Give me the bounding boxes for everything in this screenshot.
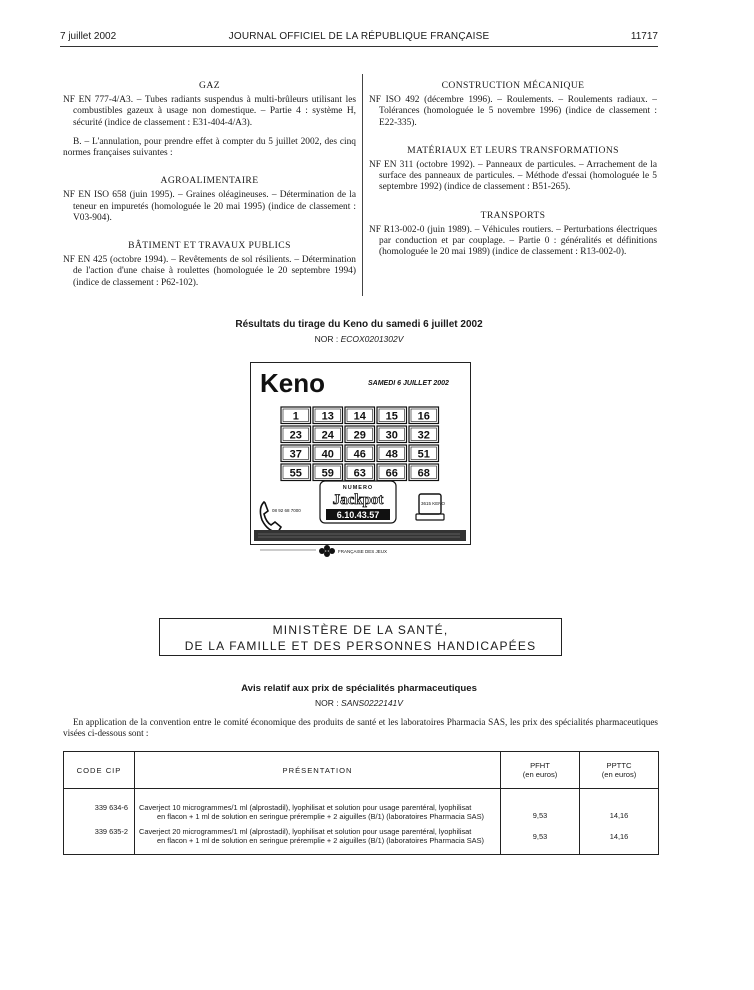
column-divider [362, 74, 363, 296]
row-ppttc: 14,16 [580, 824, 659, 854]
keno-number: 59 [321, 467, 334, 480]
header-page-number: 11717 [630, 31, 658, 42]
keno-number-cell [281, 407, 311, 424]
keno-number: 51 [417, 448, 430, 461]
table-row [64, 789, 659, 824]
keno-number: 23 [289, 429, 302, 442]
gaz-entry: NF EN 777-4/A3. – Tubes radiants suspendus à multi-brûleurs utilisant les combustibles gazeux à usage non domestique. – Partie 4 : système H, sécurité (indice de classement : E31-404-4/A3). [63, 95, 356, 128]
keno-number-cell [377, 464, 407, 481]
keno-nor [60, 334, 658, 344]
page-header [60, 31, 658, 45]
keno-number-cell [281, 464, 311, 481]
row-pfht: 9,53 [501, 789, 580, 824]
mat-heading: MATÉRIAUX ET LEURS TRANSFORMATIONS [407, 144, 619, 156]
mat-entry: NF EN 311 (octobre 1992). – Panneaux de particules. – Arrachement de la surface des panneaux de particules. – Méthode d'essai (homologuée le 5 septembre 1992) (indice de classement : B51-265). [369, 160, 657, 193]
header-code-cip: CODE CIP [64, 752, 135, 789]
keno-ticket-date: SAMEDI 6 JUILLET 2002 [368, 380, 449, 387]
transports-entry: NF R13-002-0 (juin 1989). – Véhicules routiers. – Perturbations électriques par conduction et par couplage. – Partie 0 : généralités et définitions (homologuée le 20 mai 1989) (indice de classement : R13-002-0). [369, 224, 657, 258]
keno-number-cell [345, 407, 375, 424]
keno-number-cell [409, 407, 439, 424]
keno-number: 14 [353, 410, 366, 423]
keno-number-cell [377, 426, 407, 443]
header-pfht-label: PFHT [530, 761, 550, 770]
meca-entry: NF ISO 492 (décembre 1996). – Roulements. – Roulements radiaux. – Tolérances (homologuée le 5 novembre 1996) (indice de classement : E22-335). [369, 95, 657, 128]
keno-number: 40 [321, 448, 334, 461]
header-journal-title: JOURNAL OFFICIEL DE LA RÉPUBLIQUE FRANÇAISE [228, 31, 490, 42]
meca-heading: CONSTRUCTION MÉCANIQUE [441, 80, 585, 91]
keno-nor-code: ECOX0201302V [340, 334, 404, 344]
keno-logo: Keno [260, 368, 325, 398]
keno-number: 24 [321, 429, 334, 442]
avis-nor [60, 698, 658, 708]
keno-number-cell [281, 445, 311, 462]
keno-number-cell [313, 464, 343, 481]
keno-ticket [250, 362, 471, 560]
keno-number: 66 [385, 467, 398, 480]
row-pfht: 9,53 [501, 824, 580, 854]
transports-heading: TRANSPORTS [480, 209, 546, 221]
header-pfht-unit: (en euros) [522, 770, 558, 779]
keno-number: 16 [417, 410, 430, 423]
keno-number: 68 [417, 467, 430, 480]
agro-entry: NF EN ISO 658 (juin 1995). – Graines oléagineuses. – Détermination de la teneur en impuretés (homologuée le 20 mai 1995) (indice de classement : V03-904). [63, 190, 356, 223]
price-table [63, 751, 659, 855]
ministry-box [159, 618, 562, 656]
avis-title: Avis relatif aux prix de spécialités pharmaceutiques [241, 683, 477, 694]
row-presentation-line-1: Caverject 10 microgrammes/1 ml (alprostadil), lyophilisat et solution pour usage parentéral, lyophilisat [139, 803, 472, 812]
numero-label: NUMERO [342, 485, 374, 491]
keno-number-cell [377, 407, 407, 424]
keno-number: 15 [385, 410, 398, 423]
keno-number-cell [377, 445, 407, 462]
annulation-paragraph: B. – L'annulation, pour prendre effet à compter du 5 juillet 2002, des cinq normes françaises suivantes : [63, 136, 356, 159]
btp-entry: NF EN 425 (octobre 1994). – Revêtements de sol résilients. – Détermination de l'action d'une chaise à roulettes (homologuée le 20 septembre 1994) (indice de classement : P62-102). [63, 255, 356, 288]
row-presentation [135, 824, 501, 854]
row-code: 339 635-2 [64, 824, 135, 854]
right-column [369, 80, 657, 266]
ministry-line-2: DE LA FAMILLE ET DES PERSONNES HANDICAPÉES [184, 639, 537, 653]
header-date: 7 juillet 2002 [60, 31, 117, 42]
gaz-heading: GAZ [199, 80, 220, 91]
header-ppttc-label: PPTTC [606, 761, 632, 770]
clover-icon [319, 545, 335, 557]
keno-number: 55 [289, 467, 302, 480]
keno-number: 63 [353, 467, 366, 480]
keno-number: 29 [353, 429, 366, 442]
avis-nor-code: SANS0222141V [341, 698, 403, 708]
keno-number-cell [345, 464, 375, 481]
keno-number: 13 [321, 410, 334, 423]
jackpot-number: 6.10.43.57 [336, 510, 380, 520]
keno-number-cell [345, 445, 375, 462]
keno-number: 48 [385, 448, 398, 461]
keno-number-cell [313, 407, 343, 424]
fdj-brand: FRANÇAISE DES JEUX [338, 549, 388, 554]
row-presentation-line-2: en flacon + 1 ml de solution en seringue préremplie + 2 aiguilles (B/1) (laboratoires Pharmacia SAS) [157, 812, 484, 822]
header-presentation: PRÉSENTATION [135, 752, 501, 789]
avis-intro: En application de la convention entre le comité économique des produits de santé et les laboratoires Pharmacia SAS, les prix des spécialités pharmaceutiques visées ci-dessous sont : [63, 717, 658, 738]
row-ppttc: 14,16 [580, 789, 659, 824]
table-row [64, 824, 659, 854]
keno-number: 46 [353, 448, 366, 461]
avis-nor-label: NOR : [315, 698, 342, 708]
header-pfht [501, 752, 580, 789]
keno-number: 30 [385, 429, 398, 442]
table-header-row [64, 752, 659, 789]
row-presentation-line-1: Caverject 20 microgrammes/1 ml (alprostadil), lyophilisat et solution pour usage parentéral, lyophilisat [139, 826, 472, 836]
keno-number: 1 [292, 410, 299, 423]
keno-number-cell [409, 426, 439, 443]
ministry-line-1: MINISTÈRE DE LA SANTÉ, [272, 623, 449, 637]
row-presentation-line-2: en flacon + 1 ml de solution en seringue préremplie + 2 aiguilles (B/1) (laboratoires Pharmacia SAS) [157, 836, 484, 846]
header-rule [60, 46, 658, 47]
keno-title: Résultats du tirage du Keno du samedi 6 juillet 2002 [235, 319, 483, 330]
jackpot-label: Jackpot [332, 492, 384, 508]
header-ppttc-unit: (en euros) [601, 770, 637, 779]
row-presentation [135, 789, 501, 824]
btp-heading: BÂTIMENT ET TRAVAUX PUBLICS [128, 240, 291, 252]
keno-nor-label: NOR : [314, 334, 341, 344]
minitel-text: 3615 KENO [421, 501, 446, 506]
keno-number-cell [345, 426, 375, 443]
keno-number-cell [313, 445, 343, 462]
row-code: 339 634-6 [64, 789, 135, 824]
left-column [63, 80, 356, 297]
keno-number-cell [409, 445, 439, 462]
keno-number: 32 [417, 429, 430, 442]
keno-number-cell [409, 464, 439, 481]
agro-heading: AGROALIMENTAIRE [160, 175, 259, 187]
keno-number: 37 [289, 448, 302, 461]
keno-number-cell [313, 426, 343, 443]
keno-number-cell [281, 426, 311, 443]
phone-number: 08 92 68 7000 [272, 508, 301, 513]
header-ppttc [580, 752, 659, 789]
